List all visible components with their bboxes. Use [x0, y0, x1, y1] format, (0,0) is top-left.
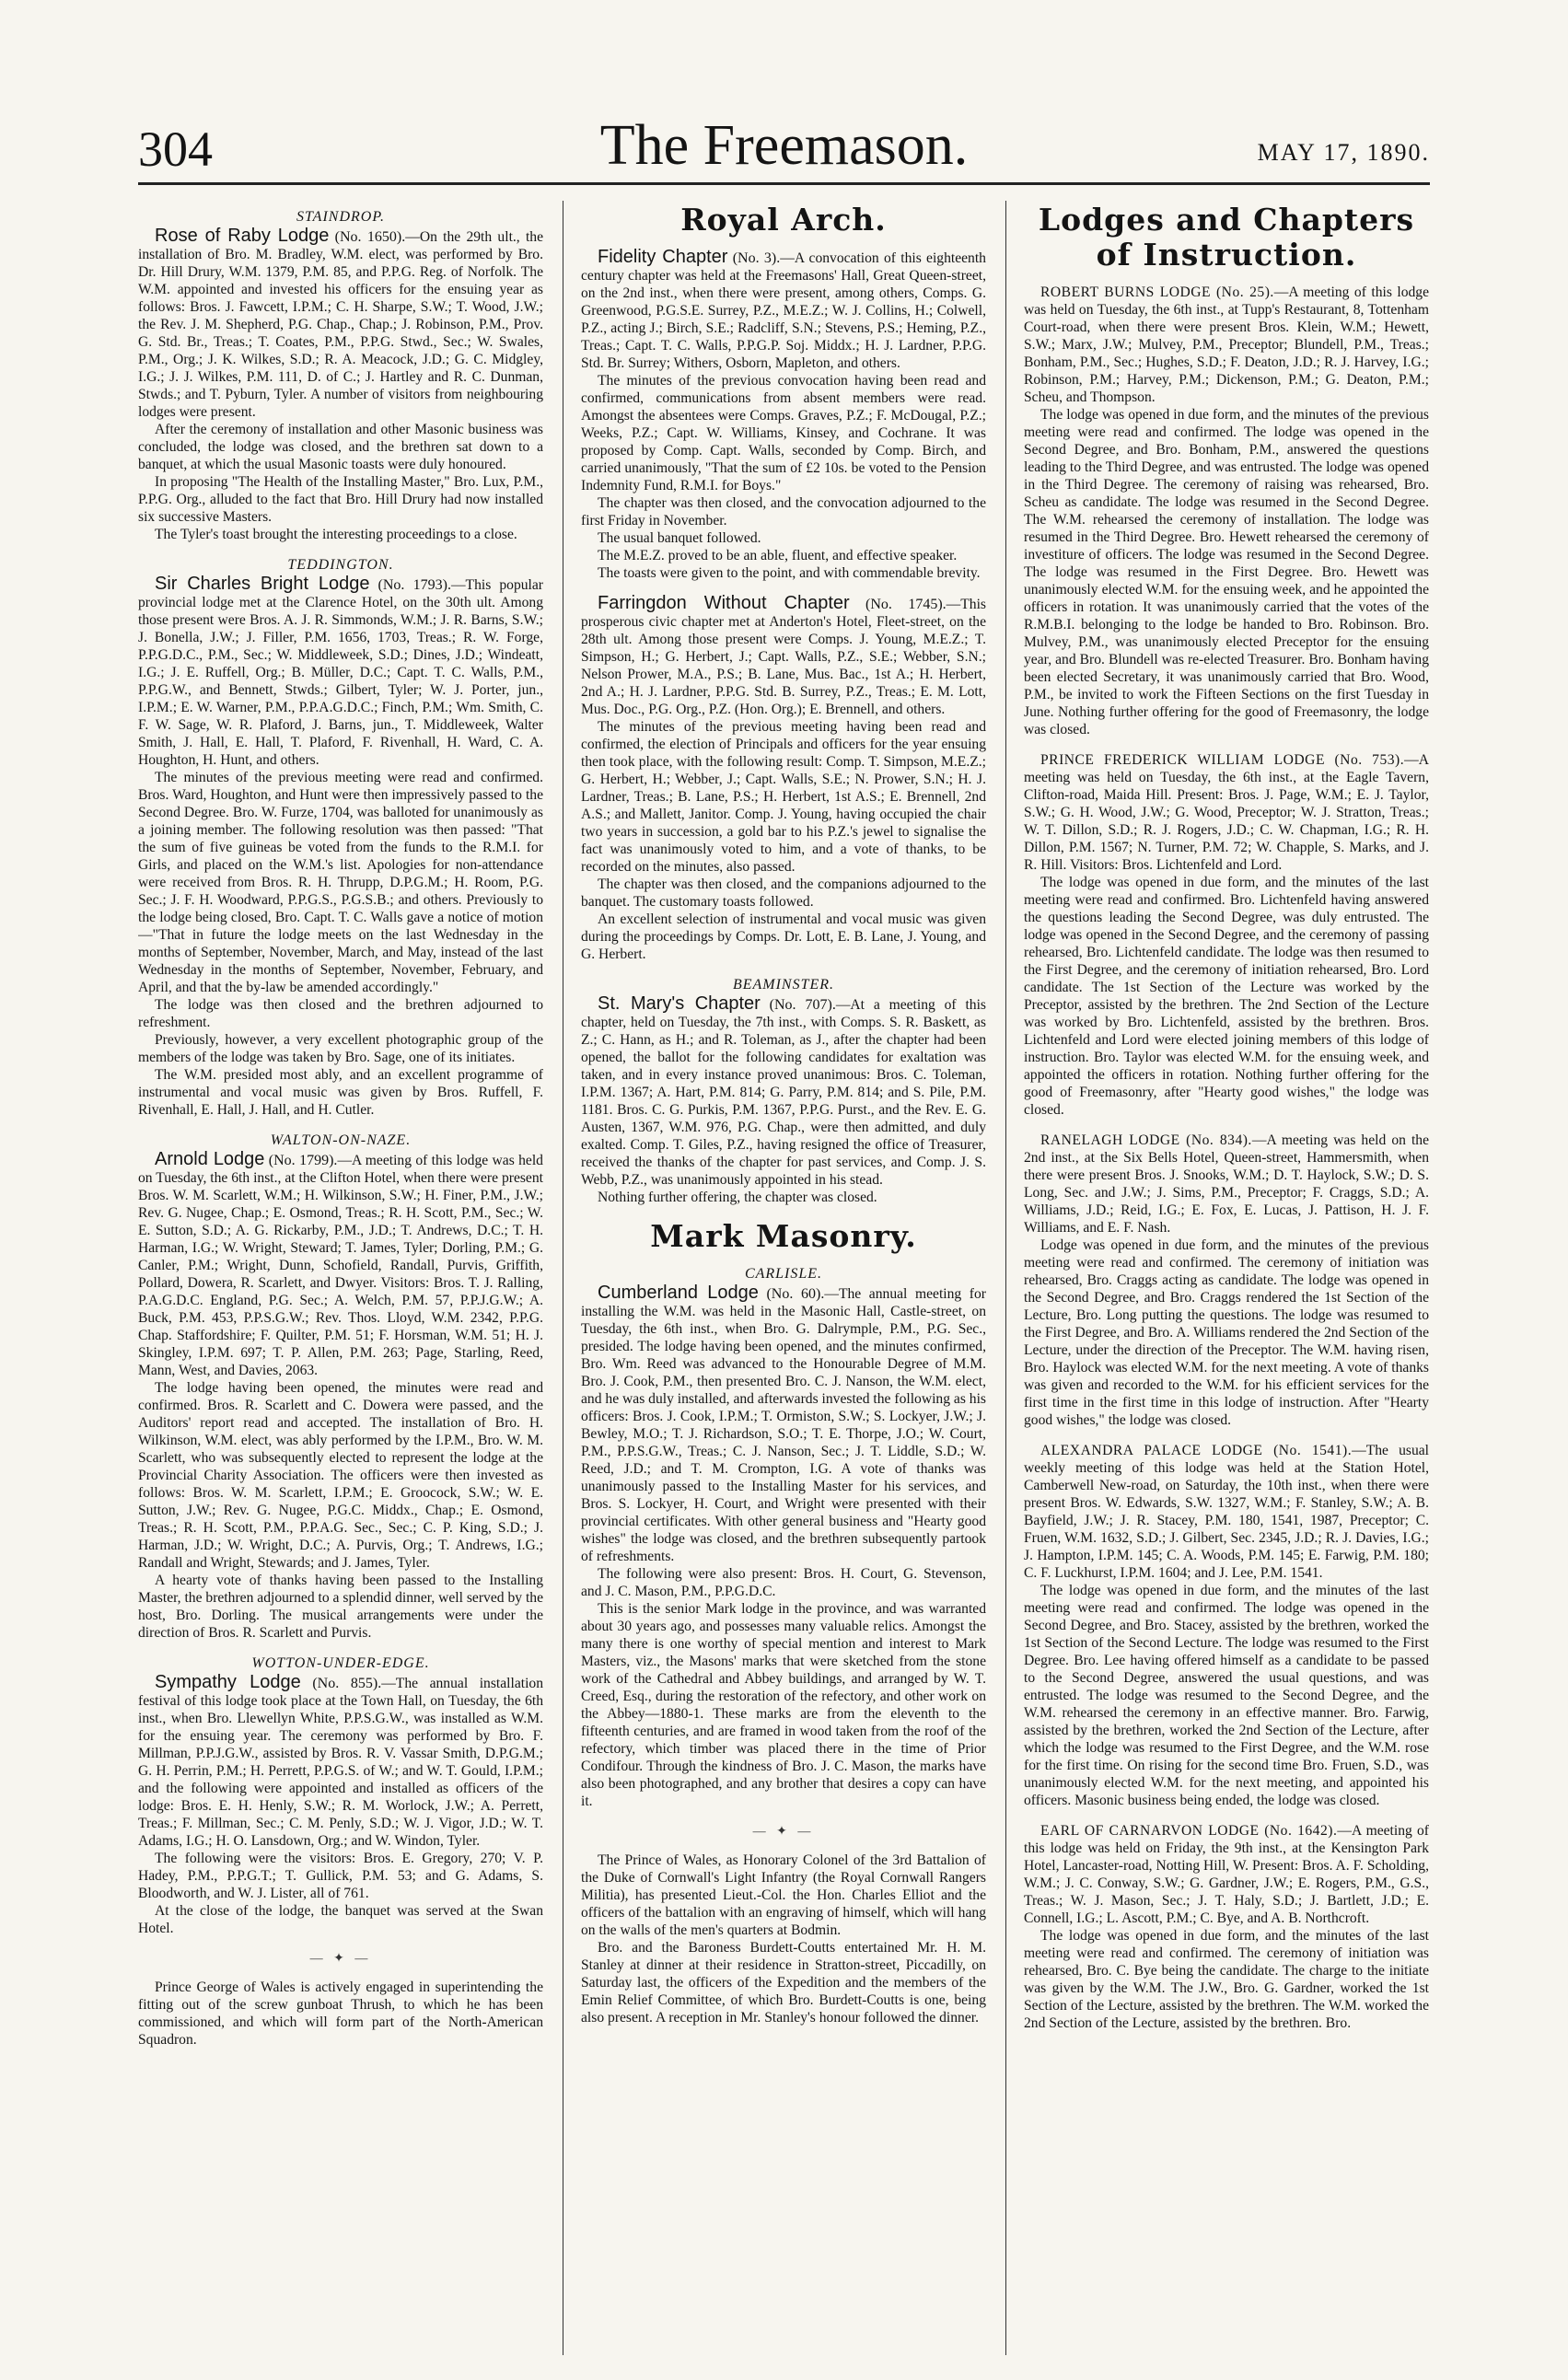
paragraph: This is the senior Mark lodge in the province, and was warranted about 30 years ago, and possesses many valuable relics. Amongst the many there is one worthy of special mention and interest to Mark Masters, viz., the Masons' marks that were sketched from the stone work of the Cathedral and Abbey buildings, and arranged by W. T. Creed, Esq., during the restoration of the refectory, and other work on the Abbey—1880-1. These marks are from the eleventh to the fifteenth centuries, and are framed in wood taken from the roof of the refectory, which timber was placed there in the time of Prior Condifour. Through the kindness of Bro. J. C. Mason, the marks have also been photographed, and any brother that desires a copy can have it.	[581, 1601, 986, 1809]
lodge-number: (No. 1745).	[865, 597, 947, 612]
paragraph: Lodge was opened in due form, and the minutes of the previous meeting were read and confirmed. The ceremony of initiation was rehearsed, Bro. Craggs acting as candidate. The lodge was opened in the Second Degree, and Bro. Craggs rendered the 1st Section of the Lecture, Bro. Long putting the questions. The lodge was resumed to the First Degree, and Bro. A. Williams rendered the 2nd Section of the Lecture, under the direction of the Preceptor. The W.M. having risen, Bro. Haylock was elected W.M. for the next meeting. A vote of thanks was given and recorded to the W.M. for his efficient services for the first time in the first time in this lodge of instruction. After "Hearty good wishes," the lodge was closed.	[1024, 1237, 1429, 1428]
section-banner: Mark Masonry.	[650, 1218, 917, 1254]
lodge-report	[138, 575, 543, 1119]
column-3	[1024, 203, 1429, 2362]
paragraph	[581, 595, 986, 718]
lodge-report	[581, 249, 986, 582]
lodge-name: PRINCE FREDERICK WILLIAM LODGE (No. 753).	[1040, 752, 1405, 768]
paragraph: The minutes of the previous meeting were read and confirmed. Bros. Ward, Houghton, and Hunt were then impressively passed to the Second Degree. Bro. W. Furze, 1704, was balloted for unanimously as a joining member. The following resolution was then passed: "That the sum of five guineas be voted from the funds to the R.M.I. for Girls, and placed on the W.M.'s list. Apologies for non-attendance were received from Bros. R. H. Thrupp, D.P.G.M.; H. Room, P.G. Sec.; J. F. H. Woodward, P.P.G.S., P.G.S.B.; and others. Previously to the lodge being closed, Bro. Capt. T. C. Walls gave a notice of motion—"That in future the lodge meets on the last Wednesday in the months of September, November, March, and May, instead of the last Wednesday in the months of September, November, February, and April, and that the by-law be amended accordingly."	[138, 770, 543, 995]
paragraph: The minutes of the previous meeting having been read and confirmed, the election of Principals and officers for the year ensuing then took place, with the following result: Comp. T. Simpson, M.E.Z.; G. Herbert, H.; Webber, J.; Capt. Walls, S.E.; N. Prower, S.N.; H. J. Lardner, Treas.; B. Lane, P.S.; H. Herbert, 1st A.S.; E. Brennell, 2nd A.S.; and Mallett, Janitor. Comp. J. Young, having occupied the chair two years in succession, a gold bar to his P.Z.'s jewel to signalise the fact was unanimously voted to him, and a vote of thanks, to be recorded on the minutes, also passed.	[581, 719, 986, 875]
paragraph	[138, 1674, 543, 1850]
column-2	[581, 203, 986, 2362]
paragraph	[138, 1151, 543, 1379]
lodge-report	[1024, 1132, 1429, 1429]
lodge-report	[581, 595, 986, 963]
place-heading: WALTON-ON-NAZE.	[270, 1132, 412, 1148]
lodge-report	[581, 1284, 986, 1810]
paragraph-text: —The annual installation festival of this lodge took place at the Town Hall, on Tuesday, the 6th inst., when Bro. Llewellyn White, P.P.S.G.W., was installed as W.M. for the ensuing year. The ceremony was performed by Bro. F. Millman, P.P.J.G.W., assisted by Bros. R. V. Vassar Smith, D.P.G.M.; G. H. Perrin, P.M.; H. Perrett, P.P.G.S. of W.; and W. T. Gould, I.P.M.; and the following were appointed and installed as officers of the lodge: Bros. E. H. Henly, S.W.; R. M. Worlock, J.W.; A. Perrett, Treas.; F. Millman, Sec.; C. M. Penly, S.D.; W. J. Vigor, J.D.; W. T. Adams, I.G.; H. O. Lansdown, Org.; and W. Windon, Tyler.	[138, 1676, 543, 1849]
paragraph-text: —A meeting of this lodge was held on Tuesday, the 6th inst., at Tupp's Restaurant, 8, Tottenham Court-road, when there were present Bros. Klein, W.M.; Hewett, S.W.; Marx, J.W.; Mulvey, P.M., Preceptor; Blundell, P.M., Treas.; Bonham, P.M., Sec.; Hughes, S.D.; F. Deaton, J.D.; R. J. Harvey, I.G.; Robinson, P.M.; Harvey, P.M.; Dickenson, P.M.; G. Deaton, P.M.; Scheu, and Thompson.	[1024, 284, 1429, 405]
place-heading: TEDDINGTON.	[287, 557, 394, 573]
paragraph: After the ceremony of installation and other Masonic business was concluded, the lodge was closed, and the brethren sat down to a banquet, at which the usual Masonic toasts were duly honoured.	[138, 422, 543, 472]
paragraph-text: —The annual meeting for installing the W.M. was held in the Masonic Hall, Castle-street, on Tuesday, the 6th inst., when Bro. G. Dalrymple, P.M., P.G. Sec., presided. The lodge having been opened, and the minutes confirmed, Bro. Wm. Reed was advanced to the Honourable Degree of M.M. Bro. J. Cook, P.M., then presented Bro. C. J. Nanson, the W.M. elect, and he was duly installed, and afterwards invested the following as his officers: Bros. J. Cook, I.P.M.; T. Ormiston, S.W.; S. Lockyer, J.W.; J. Bewley, M.O.; T. J. Richardson, S.O.; T. E. Thorpe, J.O.; W. Court, P.M., P.P.S.G.W., Treas.; C. J. Nanson, Sec.; J. T. Liddle, S.D.; W. Reed, J.D.; and T. M. Crompton, I.G. A vote of thanks was unanimously passed to the Installing Master for his services, and Bros. S. Lockyer, H. Court, and Wright were presented with their provincial certificates. With other general business and "Hearty good wishes" the lodge was closed, and the brethren subsequently partook of refreshments.	[581, 1286, 986, 1564]
lodge-report	[1024, 1442, 1429, 1809]
paragraph: The usual banquet followed.	[598, 530, 761, 546]
paragraph: The following were also present: Bros. H. Court, G. Stevenson, and J. C. Mason, P.M., P.P.G.D.C.	[581, 1566, 986, 1599]
lodge-name: Fidelity Chapter	[598, 247, 728, 267]
paragraph-text: —The usual weekly meeting of this lodge was held at the Station Hotel, Camberwell New-road, on Saturday, the 10th inst., when there were present Bros. W. Edwards, S.W. 1327, W.M.; F. Stanley, S.W.; A. B. Bayfield, J.W.; J. R. Stacey, P.M. 180, 1541, 1987, Preceptor; C. Fruen, W.M. 1632, S.D.; J. Gilbert, Sec. 2345, J.D.; R. J. Davies, I.G.; J. Hampton, I.P.M. 145; C. A. Woods, P.M. 145; E. Farwig, P.M. 180; C. F. Luckhurst, I.P.M. 1604; and J. Lee, P.M. 1541.	[1024, 1443, 1429, 1581]
lodge-name: Arnold Lodge	[155, 1149, 265, 1169]
paragraph: The lodge was opened in due form, and the minutes of the last meeting were read and confirmed. Bro. Lichtenfeld having answered the questions leading the Second Degree, was duly entrusted. The lodge was opened in the Second Degree, and the ceremony of passing rehearsed, Bro. Lichtenfeld candidate. The lodge was then resumed to the First Degree, and the ceremony of initiation rehearsed, Bro. Lord candidate. The 1st Section of the Lecture was worked by the Preceptor, assisted by the brethren. The 2nd Section of the Lecture was worked by Bro. Lichtenfeld, assisted by the brethren. Bros. Lichtenfeld and Lord were elected joining members of this lodge of instruction. Bro. Taylor was elected W.M. for the ensuing week, and appointed the officers in rotation. Nothing further offering for the good of Freemasonry, after "Hearty good wishes," the lodge was closed.	[1024, 875, 1429, 1118]
paragraph: The lodge having been opened, the minutes were read and confirmed. Bros. R. Scarlett and C. Dowera were passed, and the Auditors' report read and accepted. The installation of Bro. H. Wilkinson, W.M. elect, was ably performed by the I.P.M., Bro. W. M. Scarlett, who was subsequently elected to represent the lodge at the Provincial Charity Association. The officers were then invested as follows: Bros. W. M. Scarlett, I.P.M.; E. Groocock, S.W.; W. E. Sutton, J.W.; Rev. G. Nugee, P.G.C. Middx., Chap.; E. Osmond, Treas.; R. H. Scott, P.M., P.P.A.G. Sec., Sec.; C. P. King, S.D.; J. Harman, J.D.; W. Wright, D.C.; A. Purvis, Org.; T. Andrews, I.G.; Randall and Wright, Stewards; and J. James, Tyler.	[138, 1380, 543, 1571]
lodge-number: (No. 1799).	[268, 1153, 338, 1168]
news-note	[581, 1852, 986, 2026]
place-heading: BEAMINSTER.	[732, 977, 835, 993]
lodge-report	[581, 995, 986, 1206]
lodge-number: (No. 1793).	[377, 577, 451, 593]
paragraph	[581, 249, 986, 372]
lodge-name: Sir Charles Bright Lodge	[155, 574, 370, 594]
paragraph: Nothing further offering, the chapter was closed.	[598, 1190, 877, 1205]
column-separator	[1005, 201, 1006, 2355]
column-1	[138, 203, 543, 2362]
page-number: 304	[138, 122, 213, 177]
paragraph: An excellent selection of instrumental and vocal music was given during the proceedings by Comps. Dr. Lott, E. B. Lane, J. Young, and G. Herbert.	[581, 911, 986, 962]
paragraph-text: —A convocation of this eighteenth century chapter was held at the Freemasons' Hall, Great Queen-street, on the 2nd inst., when there were present, among others, Comps. G. Greenwood, P.G.S.E. Surrey, P.Z., M.E.Z.; W. J. Collins, H.; Colwell, P.Z., acting J.; Birch, S.E.; Radcliff, S.N.; Stevens, P.S.; Heming, P.Z., Treas.; Capt. T. C. Walls, P.P.G.P. Soj. Middx.; H. J. Lardner, P.P.G. Std. Br. Surrey; Withers, Osborn, Mapleton, and others.	[581, 250, 986, 371]
paragraph-text: —A meeting was held on Tuesday, the 6th inst., at the Eagle Tavern, Clifton-road, Maida Hill. Present: Bros. J. Page, W.M.; E. J. Taylor, S.W.; G. H. Wood, J.W.; G. Wood, Preceptor; W. J. Stratton, Treas.; W. T. Dillon, S.D.; R. J. Rogers, J.D.; C. W. Chapman, I.G.; R. H. Dillon, P.M. 1567; N. Turner, P.M. 72; W. Chapple, S. Marks, and J. R. Hill. Visitors: Bros. Lichtenfeld and Lord.	[1024, 752, 1429, 873]
lodge-report	[138, 1674, 543, 1937]
paragraph-text: —This popular provincial lodge met at the Clarence Hotel, on the 30th ult. Among those present were Bros. A. J. R. Simmonds, W.M.; J. R. Barns, S.W.; J. Bonella, J.W.; J. Filler, P.M. 1656, 1703, Treas.; R. W. Forge, P.P.G.D.C., P.M., Sec.; W. Middleweek, S.D.; Dines, J.D.; Windeatt, I.G.; J. E. Ruffell, Org.; B. Müller, D.C.; Capt. T. C. Walls, P.M., P.P.G.W., and Bennett, Stwds.; Gilbert, Tyler; W. J. Porter, jun., I.P.M.; E. W. Warner, P.M., P.P.A.G.D.C.; Finch, P.M.; Wm. Smith, C. F. W. Sage, W. R. Plaford, J. Barns, jun., T. Middleweek, Walter Smith, J. Hall, E. Hall, T. Plaford, F. Rivenhall, H. Ward, C. A. Houghton, H. Hunt, and others.	[138, 577, 543, 768]
paragraph	[138, 227, 543, 421]
lodge-name: Rose of Raby Lodge	[155, 226, 330, 246]
news-note	[138, 1979, 543, 2049]
paragraph: The minutes of the previous convocation having been read and confirmed, communications from absent members were read. Amongst the absentees were Comps. Graves, P.Z.; F. McDougal, P.Z.; Weeks, P.Z.; Capt. W. Williams, Kinsey, and Cochrane. It was proposed by Comp. Capt. Walls, seconded by Comp. Birch, and carried unanimously, "That the sum of £2 10s. be voted to the Pension Indemnity Fund, R.M.I. for Boys."	[581, 373, 986, 493]
paragraph: The Prince of Wales, as Honorary Colonel of the 3rd Battalion of the Duke of Cornwall's Light Infantry (the Royal Cornwall Rangers Militia), has presented Lieut.-Col. the Hon. Charles Elliot and the officers of the battalion with an engraving of himself, which will hang on the walls of the men's quarters at Bodmin.	[581, 1852, 986, 1938]
lodge-number: (No. 707).	[769, 997, 836, 1013]
lodge-name: Cumberland Lodge	[598, 1283, 759, 1303]
lodge-report	[1024, 751, 1429, 1119]
paragraph	[581, 995, 986, 1189]
paragraph	[1024, 284, 1429, 406]
place-heading: WOTTON-UNDER-EDGE.	[251, 1655, 430, 1671]
paragraph: Bro. and the Baroness Burdett-Coutts entertained Mr. H. M. Stanley at dinner at their residence in Stratton-street, Piccadilly, on Saturday last, the officers of the Expedition and the members of the Emin Relief Committee, of which Bro. Burdett-Coutts is one, being also present. A reception in Mr. Stanley's honour followed the dinner.	[581, 1940, 986, 2026]
lodge-name: ROBERT BURNS LODGE (No. 25).	[1040, 284, 1274, 300]
header-rule	[138, 182, 1430, 185]
lodge-number: (No. 60).	[766, 1286, 825, 1302]
paragraph: Previously, however, a very excellent photographic group of the members of the lodge was taken by Bro. Sage, one of its initiates.	[138, 1032, 543, 1065]
paragraph: The following were the visitors: Bros. E. Gregory, 270; V. P. Hadey, P.M., P.P.G.T.; T. Gullick, P.M. 53; and G. Adams, S. Bloodworth, and W. J. Lister, all of 761.	[138, 1851, 543, 1901]
paragraph: Prince George of Wales is actively engaged in superintending the fitting out of the screw gunboat Thrush, to which he has been commissioned, and which will form part of the North-American Squadron.	[138, 1979, 543, 2048]
paragraph-text: —A meeting was held on the 2nd inst., at the Six Bells Hotel, Queen-street, Hammersmith, when there were present Bros. J. Snooks, W.M.; D. T. Haylock, S.W.; D. S. Long, Sec. and J.W.; J. Sims, P.M., Preceptor; F. Craggs, S.D.; A. Williams, J.D.; Reid, I.G.; E. Fox, E. Lucas, J. Pattison, H. J. F. Williams, and E. F. Nash.	[1024, 1132, 1429, 1236]
paragraph	[138, 575, 543, 769]
paragraph: The W.M. presided most ably, and an excellent programme of instrumental and vocal music was given by Bros. Ruffell, F. Rivenhall, E. Hall, J. Hall, and H. Cutler.	[138, 1067, 543, 1118]
place-heading: STAINDROP.	[296, 209, 386, 225]
issue-date: MAY 17, 1890.	[1257, 139, 1430, 166]
paragraph	[1024, 1132, 1429, 1236]
lodge-name: St. Mary's Chapter	[598, 993, 761, 1014]
paragraph	[1024, 1442, 1429, 1582]
ornament-divider: — ✦ —	[752, 1825, 815, 1839]
lodge-report	[138, 227, 543, 543]
lodge-report	[138, 1151, 543, 1642]
paragraph	[1024, 1822, 1429, 1927]
lodge-number: (No. 855).	[312, 1676, 382, 1691]
paragraph-text: —This prosperous civic chapter met at Anderton's Hotel, Fleet-street, on the 28th ult. Among those present were Comps. J. Young, M.E.Z.; T. Simpson, H.; G. Herbert, J.; Capt. Walls, P.Z., S.E.; Webber, S.N.; Nelson Prower, M.A., P.S.; B. Lane, Mus. Bac., 1st A.; H. Herbert, 2nd A.; H. J. Lardner, P.P.G. Std. B. Surrey, P.Z., Treas.; E. M. Lott, Mus. Doc., P.G. Org., P.Z. (Hon. Org.); E. Brennell, and others.	[581, 597, 986, 717]
paragraph: The lodge was then closed and the brethren adjourned to refreshment.	[138, 997, 543, 1030]
paragraph: The lodge was opened in due form, and the minutes of the last meeting were read and confirmed. The lodge was opened in the Second Degree, and Bro. Stacey, assisted by the brethren, worked the 1st Section of the Second Lecture. The lodge was resumed to the First Degree. Bro. Lee having offered himself as a candidate to be passed to the Second Degree, answered the usual questions, and was entrusted. The lodge was resumed to the Second Degree, and the W.M. rehearsed the ceremony in an effective manner. Bro. Farwig, assisted by the brethren, worked the 2nd Section of the Lecture, after which the lodge was resumed to the First Degree, and the W.M. rose for the first time. On rising for the second time Bro. Fruen, S.D., was unanimously elected W.M. for the next meeting, and appointed his officers. Masonic business being ended, the lodge was closed.	[1024, 1583, 1429, 1808]
page-header	[138, 106, 1430, 189]
lodge-name: Farringdon Without Chapter	[598, 593, 850, 613]
paragraph: The lodge was opened in due form, and the minutes of the previous meeting were read and confirmed. The lodge was opened in the Second Degree, and Bro. Bonham, P.M., answered the questions leading to the Third Degree, and was entrusted. The lodge was opened in the Third Degree. The ceremony of raising was rehearsed, Bro. Scheu as candidate. The lodge was resumed in the Second Degree. The W.M. rehearsed the ceremony of installation. The lodge was resumed in the Third Degree. Bro. Hewett rehearsed the ceremony of investiture of officers. The lodge was resumed in the Second Degree. The lodge was resumed in the First Degree. Bro. Hewett was unanimously elected W.M. for the ensuing week, and he appointed the officers in rotation. It was unanimously carried that the votes of the R.M.B.I. belonging to the lodge be handed to Bro. Robinson. Bro. Mulvey, P.M., was unanimously elected Preceptor for the ensuing year, and Bro. Blundell was re-elected Treasurer. Bro. Bonham having been elected Secretary, it was unanimously carried that Bro. Wood, P.M., be invited to work the Fifteen Sections on the first Tuesday in June. Nothing further offering for the good of Freemasonry, the lodge was closed.	[1024, 407, 1429, 737]
paragraph: The lodge was opened in due form, and the minutes of the last meeting were read and confirmed. The ceremony of initiation was rehearsed, Bro. C. Bye being the candidate. The charge to the initiate was given by the W.M. The J.W., Bro. G. Gardner, worked the 1st Section of the Lecture, assisted by the brethren. The W.M. worked the 2nd Section of the Lecture, assisted by the brethren. Bro.	[1024, 1928, 1429, 2031]
section-banner: Lodges and Chapters of Instruction.	[1038, 203, 1415, 273]
paragraph: A hearty vote of thanks having been passed to the Installing Master, the brethren adjourned to a splendid dinner, well served by the host, Bro. Dorling. The musical arrangements were under the direction of Bros. R. Scarlett and Purvis.	[138, 1573, 543, 1641]
section-banner: Royal Arch.	[680, 203, 887, 238]
lodge-name: ALEXANDRA PALACE LODGE (No. 1541).	[1040, 1443, 1353, 1458]
lodge-report	[1024, 284, 1429, 738]
newspaper-title: The Freemason.	[599, 114, 969, 177]
paragraph: The M.E.Z. proved to be an able, fluent, and effective speaker.	[598, 548, 958, 563]
paragraph-text: —A meeting of this lodge was held on Friday, the 9th inst., at the Kensington Park Hotel, Lancaster-road, Notting Hill, W. Present: Bros. A. F. Scholding, W.M.; J. C. Conway, S.W.; G. Gardner, J.W.; E. Rogers, P.M., G.S., Treas.; W. J. Mason, Sec.; J. T. Haly, S.D.; J. Bartlett, J.D.; E. Connell, I.G.; L. Ascott, P.M.; C. Bye, and A. B. Northcroft.	[1024, 1823, 1429, 1926]
paragraph: The Tyler's toast brought the interesting proceedings to a close.	[155, 527, 517, 542]
lodge-name: RANELAGH LODGE (No. 834).	[1040, 1132, 1252, 1148]
ornament-divider: — ✦ —	[309, 1952, 372, 1966]
paragraph-text: —On the 29th ult., the installation of Bro. M. Bradley, W.M. elect, was performed by Bro. Dr. Hill Drury, W.M. 1379, P.M. 85, and P.P.G. Reg. of Norfolk. The W.M. appointed and invested his officers for the ensuing year as follows: Bros. J. Fawcett, I.P.M.; C. H. Sharpe, S.W.; T. Wood, J.W.; the Rev. J. M. Shepherd, P.G. Chap., Chap.; J. Robinson, P.M., Prov. G. Std. Br., Treas.; T. Coates, P.M., P.P.G. Stwd., Sec.; W. Swales, P.M., Org.; J. K. Wilkes, S.D.; R. A. Meacock, J.D.; G. C. Midgley, I.G.; J. J. Wilkes, P.M. 111, D. of C.; J. Hartley and R. C. Dunman, Stwds.; and T. Pyburn, Tyler. A number of visitors from neighbouring lodges were present.	[138, 229, 543, 420]
paragraph: At the close of the lodge, the banquet was served at the Swan Hotel.	[138, 1903, 543, 1936]
paragraph-text: —A meeting of this lodge was held on Tuesday, the 6th inst., at the Clifton Hotel, when there were present Bros. W. M. Scarlett, W.M.; H. Wilkinson, S.W.; H. Finer, P.M., J.W.; Rev. G. Nugee, Chap.; E. Osmond, Treas.; R. H. Scott, P.M., Sec.; W. E. Sutton, S.D.; A. G. Rickarby, P.M., J.D.; T. Andrews, D.C.; T. H. Harman, I.G.; W. Wright, Steward; T. James, Tyler; Dorling, P.M.; G. Canler, P.M.; Wright, Dunn, Schofield, Randall, Purvis, Griffith, Pollard, Dowera, R. Scarlett, and Dwyer. Visitors: Bros. T. J. Ralling, P.A.G.D.C. England, P.G. Sec.; A. Welch, P.M. 57, P.P.J.G.W.; A. Buck, P.M. 453, P.P.S.G.W.; Rev. Thos. Lloyd, W.M. 2342, P.P.G. Chap. Staffordshire; F. Quilter, P.M. 51; F. Horsman, W.M. 51; H. J. Skingley, I.P.M. 697; T. P. Allen, P.M. 263; Page, Starling, Reed, Mann, West, and Davies, 2063.	[138, 1153, 543, 1378]
paragraph	[1024, 751, 1429, 874]
paragraph: The chapter was then closed, and the convocation adjourned to the first Friday in November.	[581, 495, 986, 528]
lodge-name: EARL OF CARNARVON LODGE (No. 1642).	[1040, 1823, 1338, 1839]
lodge-number: (No. 3).	[732, 250, 781, 266]
paragraph-text: —At a meeting of this chapter, held on Tuesday, the 7th inst., with Comps. S. R. Baskett, as Z.; C. Hann, as H.; and R. Toleman, as J., after the chapter had been opened, the ballot for the following candidates for exaltation was taken, and in every instance proved unanimous: Bros. C. Toleman, I.P.M. 1367; A. Hart, P.M. 814; G. Parry, P.M. 814; and S. Pile, P.M. 1181. Bros. C. G. Purkis, P.M. 1367, P.P.G. Purst., and the Rev. E. G. Austen, 1367, W.M. 976, P.G. Chap., were then admitted, and duly exalted. Comp. T. Giles, P.Z., having resigned the office of Treasurer, received the thanks of the chapter for past services, and Comp. J. S. Webb, P.Z., was unanimously appointed in his stead.	[581, 997, 986, 1188]
paragraph: In proposing "The Health of the Installing Master," Bro. Lux, P.M., P.P.G. Org., alluded to the fact that Bro. Hill Drury had now installed six successive Masters.	[138, 474, 543, 525]
place-heading: CARLISLE.	[744, 1266, 823, 1282]
paragraph	[581, 1284, 986, 1565]
paragraph: The chapter was then closed, and the companions adjourned to the banquet. The customary toasts followed.	[581, 877, 986, 910]
lodge-report	[1024, 1822, 1429, 2032]
lodge-number: (No. 1650).	[334, 229, 406, 245]
paragraph: The toasts were given to the point, and with commendable brevity.	[598, 565, 981, 581]
lodge-name: Sympathy Lodge	[155, 1672, 301, 1692]
